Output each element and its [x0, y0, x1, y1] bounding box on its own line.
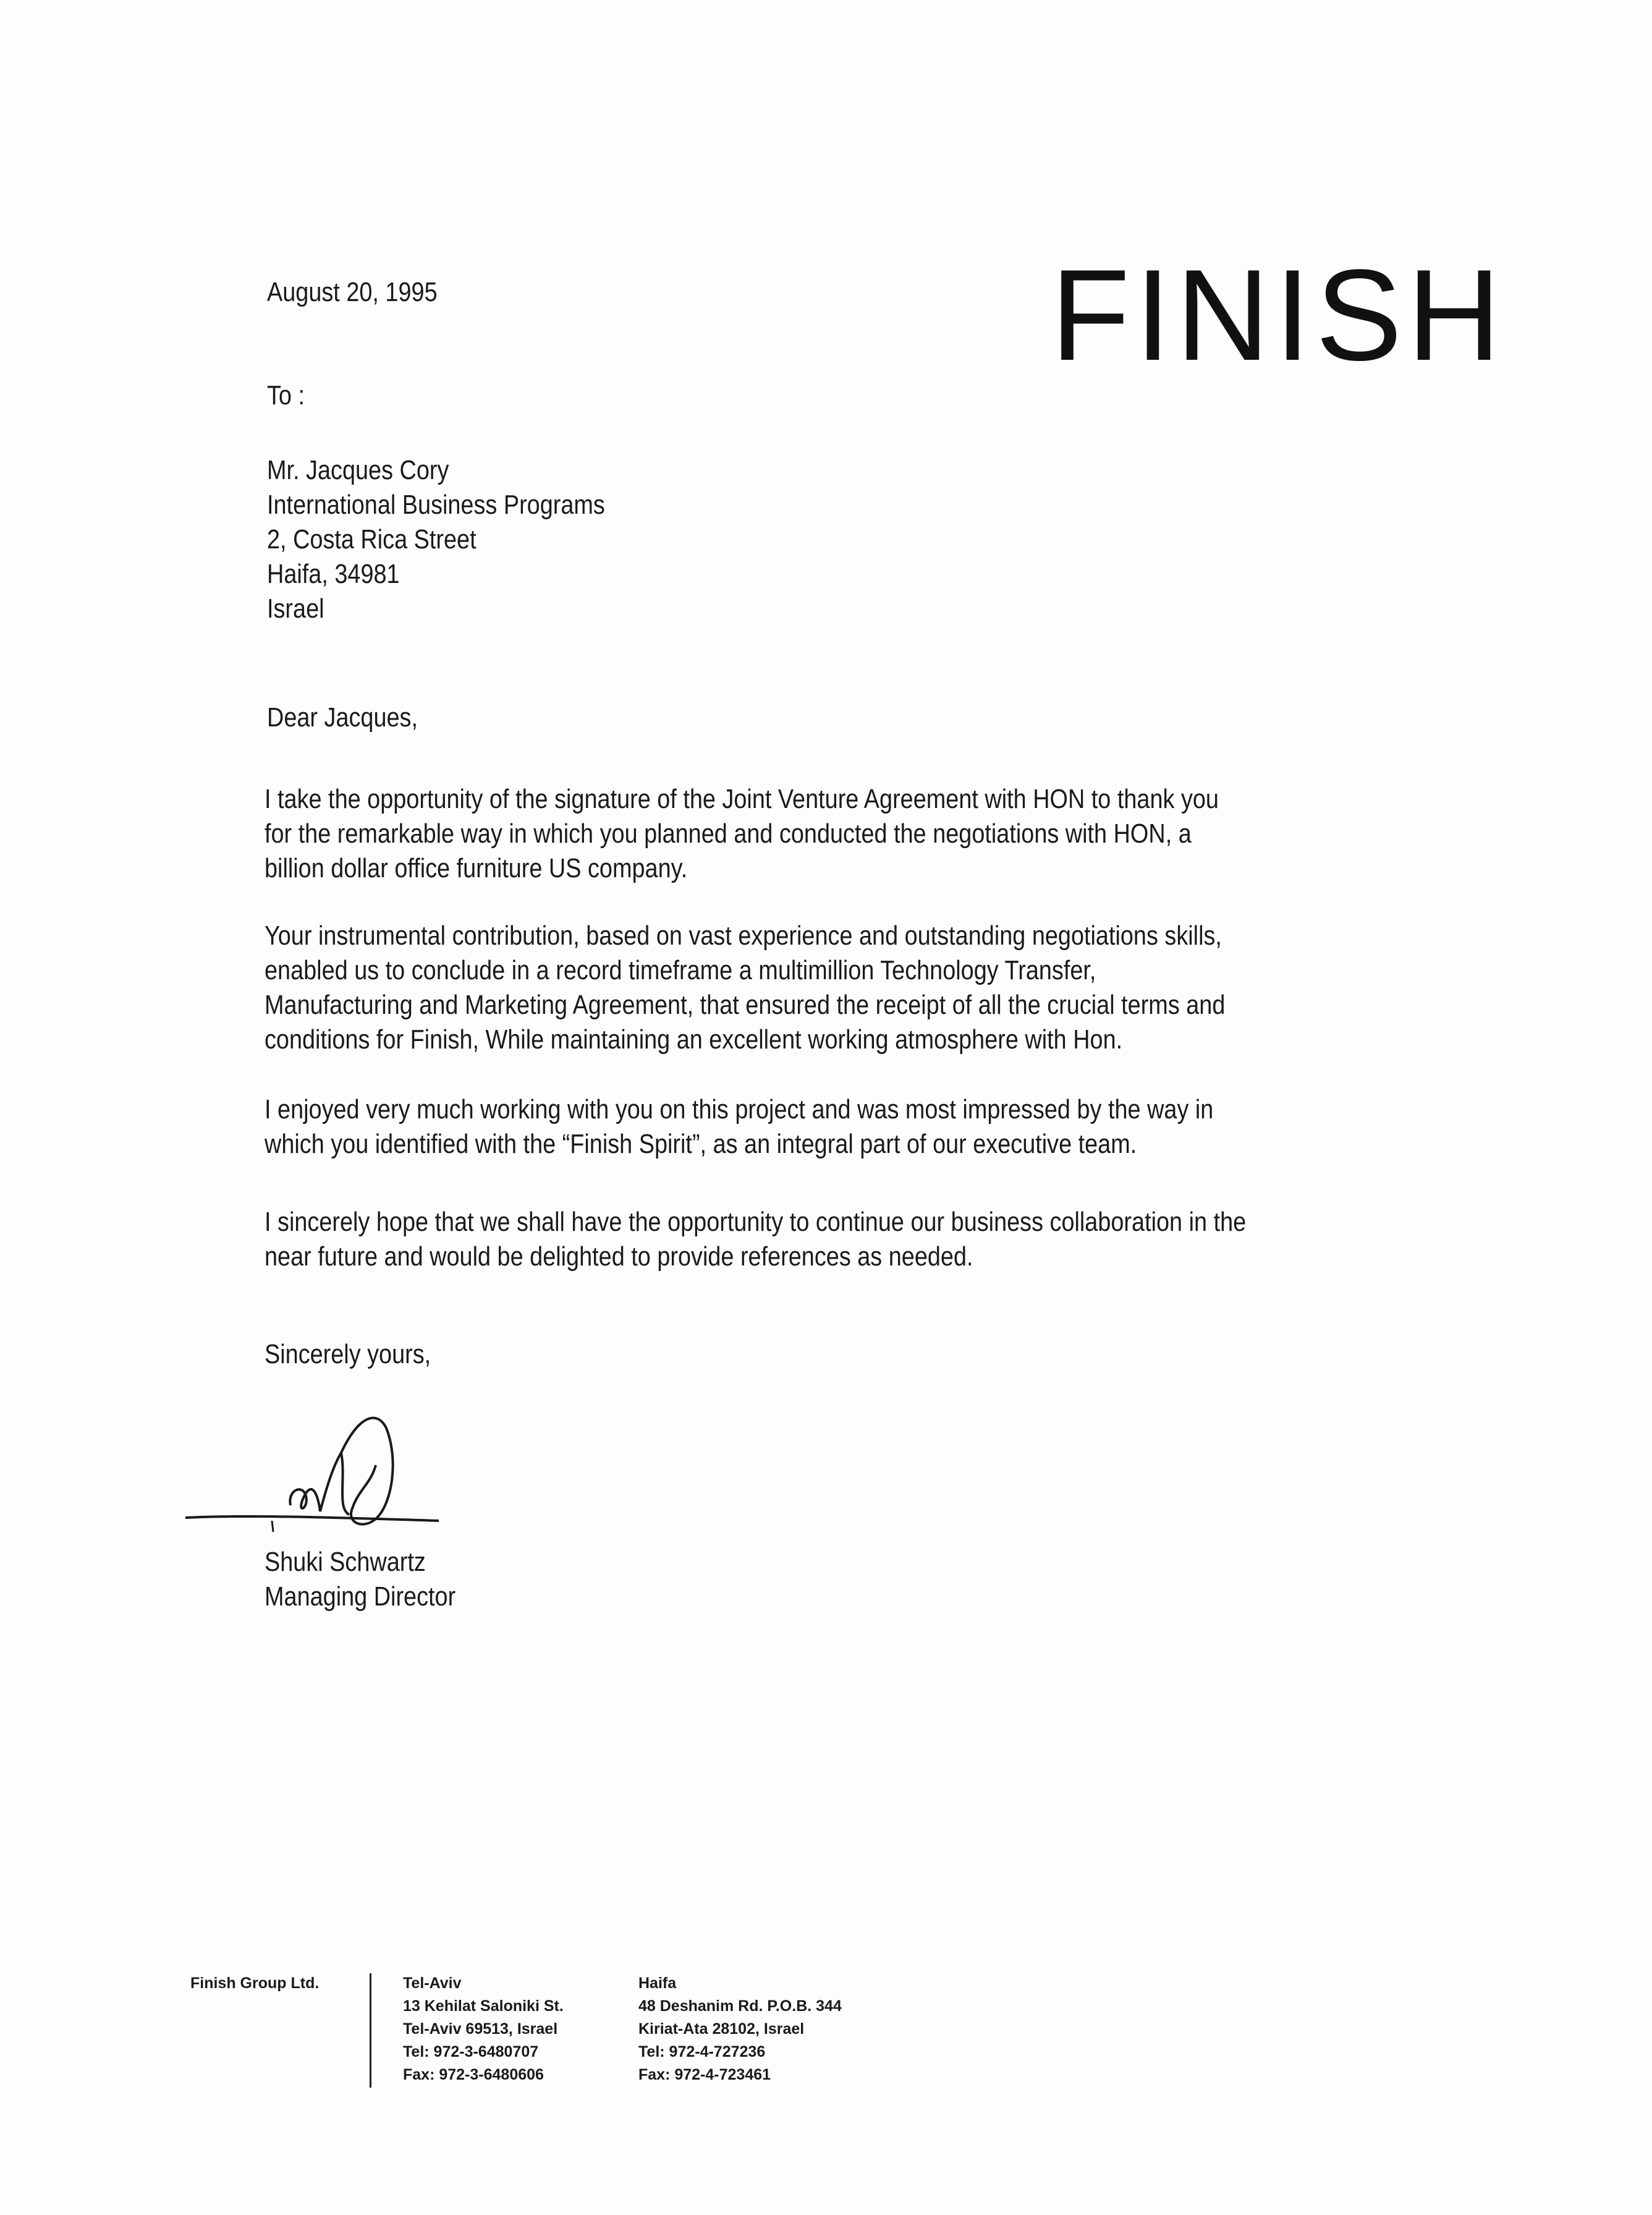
to-label: To : [267, 380, 305, 410]
footer-office-header: Tel-Aviv [403, 1975, 462, 1992]
paragraph-line: I take the opportunity of the signature of the Joint Venture Agreement with HON to thank you [265, 784, 1219, 814]
footer-fax: Fax: 972-4-723461 [638, 2066, 771, 2083]
paragraph-1 [265, 782, 1219, 886]
paragraph-line: Your instrumental contribution, based on vast experience and outstanding negotiations skills, [265, 920, 1222, 951]
footer-address-line: 48 Deshanim Rd. P.O.B. 344 [638, 1997, 842, 2015]
paragraph-line: conditions for Finish, While maintaining an excellent working atmosphere with Hon. [265, 1024, 1123, 1055]
signatory-name: Shuki Schwartz [265, 1547, 426, 1577]
footer-fax: Fax: 972-3-6480606 [403, 2066, 544, 2083]
paragraph-line: near future and would be delighted to provide references as needed. [265, 1241, 973, 1272]
recipient-line: International Business Programs [267, 490, 605, 520]
closing: Sincerely yours, [265, 1339, 431, 1369]
paragraph-line: billion dollar office furniture US company. [265, 853, 688, 883]
footer-phone: Tel: 972-4-727236 [638, 2043, 766, 2060]
recipient-line: 2, Costa Rica Street [267, 524, 477, 555]
company-logo: FINISH [1051, 242, 1506, 388]
footer-office-header: Haifa [638, 1975, 677, 1992]
footer-address-line: 13 Kehilat Saloniki St. [403, 1997, 564, 2015]
paragraph-4 [265, 1205, 1246, 1274]
recipient-address [267, 453, 605, 626]
footer-haifa-address [638, 1972, 842, 2086]
recipient-line: Mr. Jacques Cory [267, 455, 449, 485]
footer-phone: Tel: 972-3-6480707 [403, 2043, 539, 2060]
paragraph-3 [265, 1092, 1213, 1162]
salutation: Dear Jacques, [267, 702, 418, 733]
paragraph-line: I enjoyed very much working with you on this project and was most impressed by the way in [265, 1094, 1214, 1125]
handwritten-signature [179, 1391, 464, 1552]
footer-address-line: Kiriat-Ata 28102, Israel [638, 2020, 805, 2038]
signatory-title: Managing Director [265, 1581, 456, 1612]
paragraph-line: enabled us to conclude in a record timeframe a multimillion Technology Transfer, [265, 955, 1096, 985]
footer-address-line: Tel-Aviv 69513, Israel [403, 2020, 558, 2038]
recipient-line: Israel [267, 593, 324, 624]
paragraph-line: I sincerely hope that we shall have the opportunity to continue our business collaboration in the [265, 1207, 1247, 1237]
footer-company-name: Finish Group Ltd. [190, 1975, 320, 1992]
recipient-line: Haifa, 34981 [267, 559, 400, 589]
paragraph-2 [265, 919, 1225, 1057]
paragraph-line: for the remarkable way in which you planned and conducted the negotiations with HON, a [265, 818, 1192, 849]
paragraph-line: Manufacturing and Marketing Agreement, that ensured the receipt of all the crucial terms and [265, 990, 1226, 1020]
paragraph-line: which you identified with the “Finish Spirit”, as an integral part of our executive team. [265, 1129, 1137, 1159]
footer-divider [370, 1973, 371, 2088]
footer-tel-aviv-address [403, 1972, 564, 2086]
letter-date: August 20, 1995 [267, 277, 438, 307]
